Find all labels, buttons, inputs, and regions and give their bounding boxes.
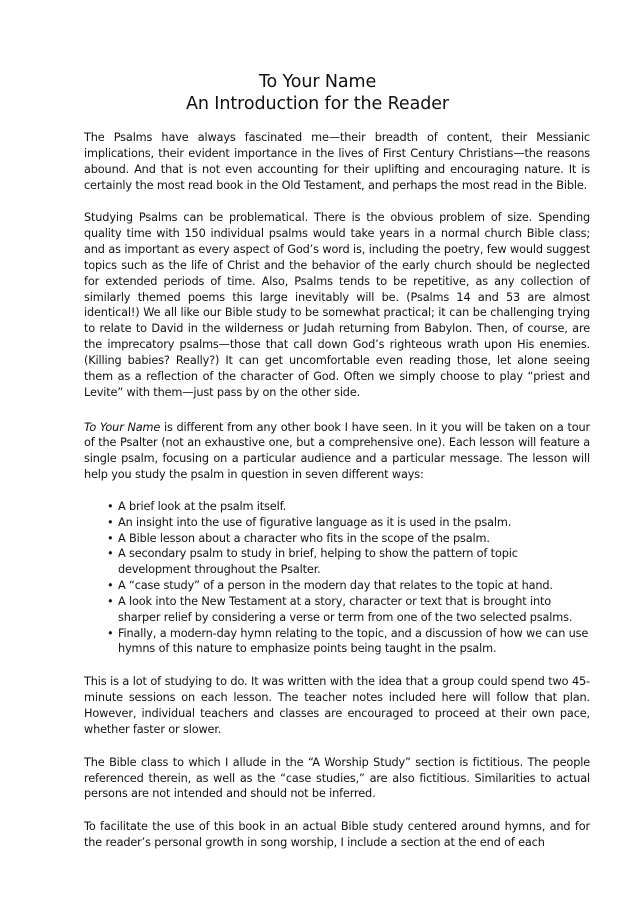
list-item: • A brief look at the psalm itself. bbox=[107, 499, 287, 513]
paragraph-6: To facilitate the use of this book in an actual Bible study centered around hymns, and for the reader’s personal growth in song worship, I include a section at the end of each bbox=[84, 820, 590, 850]
title-line-1: To Your Name bbox=[258, 72, 377, 92]
paragraph-3 bbox=[84, 420, 590, 483]
title-line-2: An Introduction for the Reader bbox=[185, 94, 449, 114]
body-text bbox=[84, 130, 590, 868]
paragraph-1: The Psalms have always fascinated me—their breadth of content, their Messianic implications, their evident importance in the lives of First Century Christians—the reasons abound. And that is not even accounting for their uplifting and encouraging nature. It is certainly the most read book in the Old Testament, and perhaps the most read in the Bible. bbox=[84, 131, 590, 192]
book-title-italic: To Your Name bbox=[84, 420, 161, 434]
list-item: • A secondary psalm to study in brief, helping to show the pattern of topic development throughout the Psalter. bbox=[107, 547, 518, 577]
list-item: • An insight into the use of figurative language as it is used in the psalm. bbox=[107, 515, 512, 529]
paragraph-2: Studying Psalms can be problematical. There is the obvious problem of size. Spending quality time with 150 individual psalms would take years in a normal church Bible class; and as important as every aspect of God’s word is, including the poetry, few would suggest topics such as the life of Christ and the behavior of the early church should be neglected for extended periods of time. Also, Psalms tends to be repetitive, as any collection of similarly themed poems this large inevitably will be. (Psalms 14 and 53 are almost identical!) We all like our Bible study to be somewhat practical; it can be challenging trying to relate to David in the wilderness or Judah returning from Babylon. Then, of course, are the imprecatory psalms—those that call down God’s righteous wrath upon His enemies. (Killing babies? Really?) It can get uncomfortable even reading those, let alone seeing them as a reflection of the character of God. Often we simply choose to play “priest and Levite” with them—just pass by on the other side. bbox=[84, 211, 590, 399]
paragraph-4: This is a lot of studying to do. It was written with the idea that a group could spend two 45-minute sessions on each lesson. The teacher notes included here will follow that plan. However, individual teachers and classes are encouraged to proceed at their own pace, whether faster or slower. bbox=[84, 675, 590, 736]
bullet-icon: • bbox=[107, 579, 114, 593]
bullet-icon: • bbox=[107, 515, 114, 529]
list-item: • A “case study” of a person in the modern day that relates to the topic at hand. bbox=[107, 579, 553, 593]
bullet-icon: • bbox=[107, 626, 114, 640]
bullet-icon: • bbox=[107, 531, 114, 545]
list-item: • A Bible lesson about a character who fits in the scope of the psalm. bbox=[107, 531, 490, 545]
bullet-icon: • bbox=[107, 547, 114, 561]
study-methods-list bbox=[84, 499, 590, 657]
bullet-icon: • bbox=[107, 594, 114, 608]
list-item: • A look into the New Testament at a story, character or text that is brought into sharper relief by considering a verse or term from one of the two selected psalms. bbox=[107, 594, 573, 624]
list-item: • Finally, a modern-day hymn relating to the topic, and a discussion of how we can use hymns of this nature to emphasize points being taught in the psalm. bbox=[107, 626, 589, 656]
bullet-icon: • bbox=[107, 499, 114, 513]
paragraph-5: The Bible class to which I allude in the “A Worship Study” section is fictitious. The people referenced therein, as well as the “case studies,” are also fictitious. Similarities to actual persons are not intended and should not be inferred. bbox=[84, 755, 590, 801]
paragraph-3-text: is different from any other book I have seen. In it you will be taken on a tour of the Psalter (not an exhaustive one, but a comprehensive one). Each lesson will feature a single psalm, focusing on a particular audience and a particular message. The lesson will help you study the psalm in question in seven different ways: bbox=[84, 420, 590, 482]
page-title bbox=[0, 71, 635, 115]
